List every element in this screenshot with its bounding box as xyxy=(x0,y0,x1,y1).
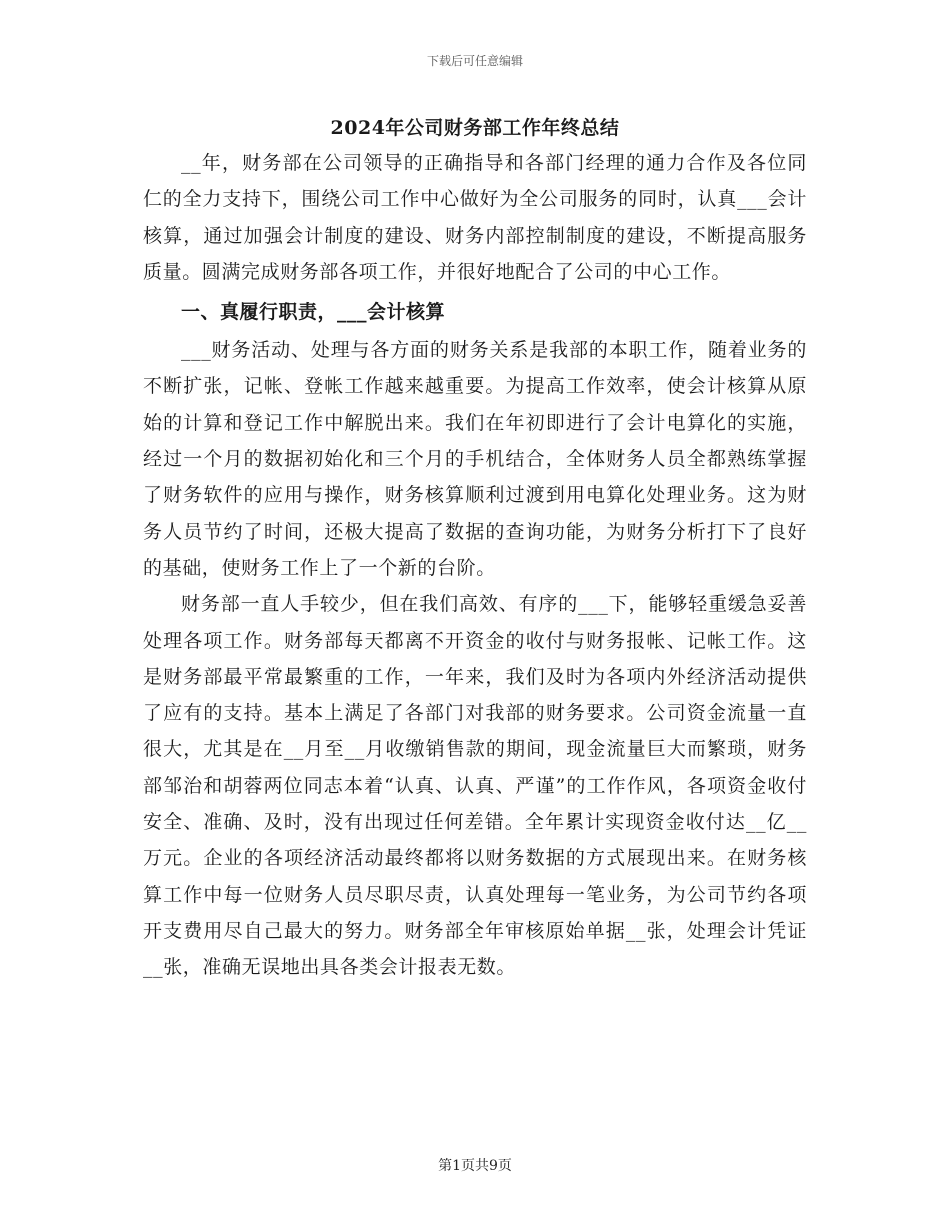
section-heading: 一、真履行职责，___会计核算 xyxy=(181,301,446,324)
paragraph-daily-work: 财务部一直人手较少，但在我们高效、有序的___下，能够轻重缓急妥善处理各项工作。财务部每天都离不开资金的收付与财务报帐、记帐工作。这是财务部最平常最繁重的工作，一年来，我们及时为各项内外经济活动提供了应有的支持。基本上满足了各部门对我部的财务要求。公司资金流量一直很大，尤其是在__月至__月收缴销售款的期间，现金流量巨大而繁琐，财务部邹治和胡蓉两位同志本着“认真、认真、严谨”的工作作风，各项资金收付安全、准确、及时，没有出现过任何差错。全年累计实现资金收付达__亿__万元。企业的各项经济活动最终都将以财务数据的方式展现出来。在财务核算工作中每一位财务人员尽职尽责，认真处理每一笔业务，为公司节约各项开支费用尽自己最大的努力。财务部全年审核原始单据__张，处理会计凭证__张，准确无误地出具各类会计报表无数。 xyxy=(143,593,807,979)
document-title: 2024年公司财务部工作年终总结 xyxy=(330,117,620,139)
header-note: 下载后可任意编辑 xyxy=(426,54,523,68)
paragraph-intro: __年，财务部在公司领导的正确指导和各部门经理的通力合作及各位同仁的全力支持下，围绕公司工作中心做好为全公司服务的同时，认真___会计核算，通过加强会计制度的建设、财务内部控制制度的建设，不断提高服务质量。圆满完成财务部各项工作，并很好地配合了公司的中心工作。 xyxy=(143,152,807,283)
document-body xyxy=(143,113,807,986)
page-number: 第1页共9页 xyxy=(438,1158,512,1174)
paragraph-accounting: ___财务活动、处理与各方面的财务关系是我部的本职工作，随着业务的不断扩张，记帐、登帐工作越来越重要。为提高工作效率，使会计核算从原始的计算和登记工作中解脱出来。我们在年初即进行了会计电算化的实施，经过一个月的数据初始化和三个月的手机结合，全体财务人员全都熟练掌握了财务软件的应用与操作，财务核算顺利过渡到用电算化处理业务。这为财务人员节约了时间，还极大提高了数据的查询功能，为财务分析打下了良好的基础，使财务工作上了一个新的台阶。 xyxy=(143,339,807,579)
